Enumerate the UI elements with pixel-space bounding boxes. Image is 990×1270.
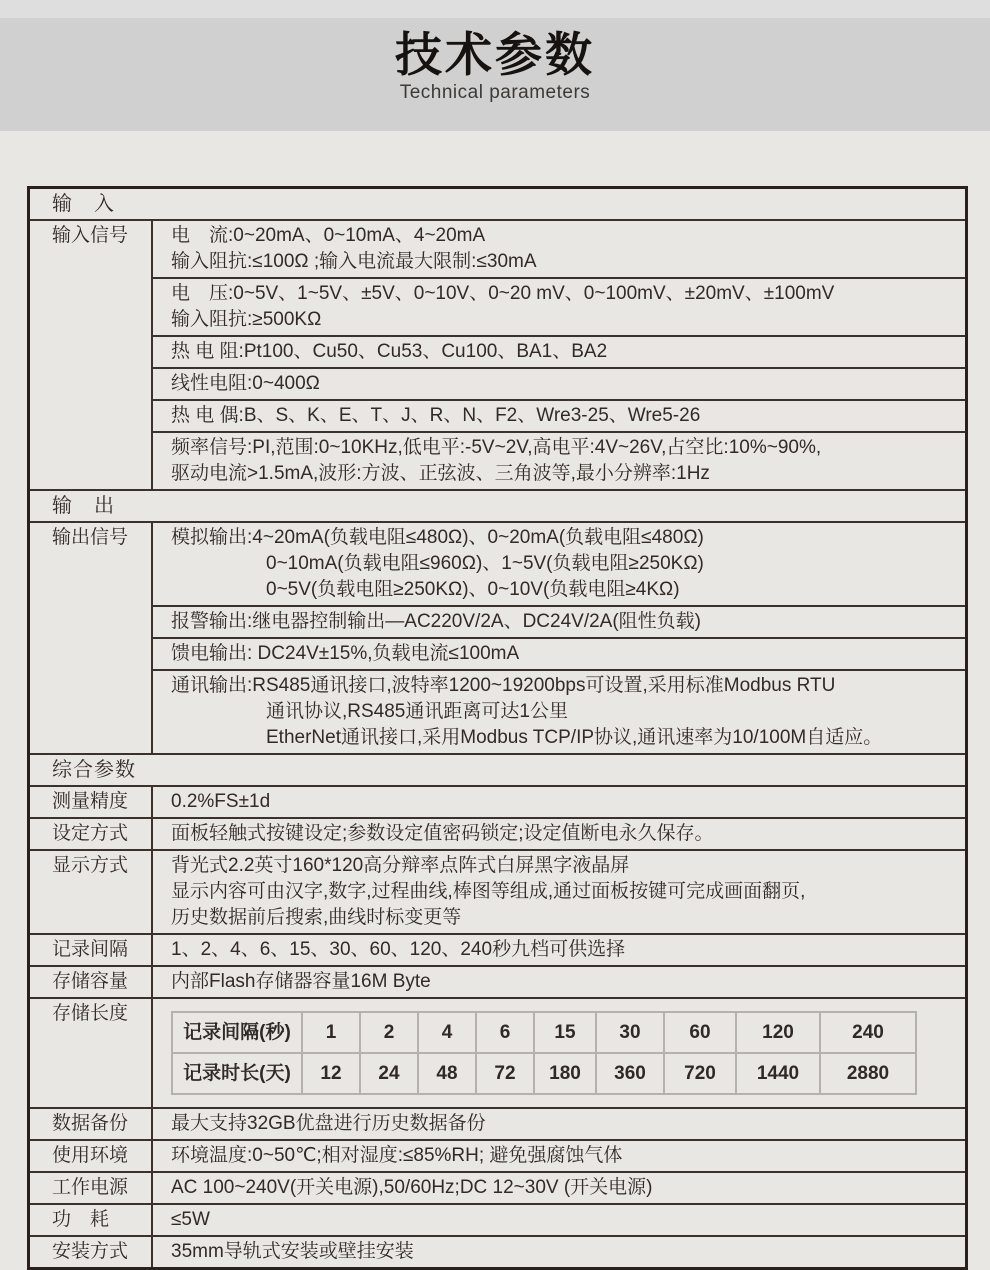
spec-sub-row xyxy=(153,935,965,965)
spec-line: 通讯输出:RS485通讯接口,波特率1200~19200bps可设置,采用标准Modbus RTU xyxy=(171,675,836,696)
spec-row xyxy=(30,787,965,819)
storage-table-cell: 120 xyxy=(736,1012,820,1053)
storage-table-cell: 6 xyxy=(476,1012,534,1053)
spec-row-label: 安装方式 xyxy=(30,1237,153,1267)
section-header-row xyxy=(30,189,965,221)
spec-row-label: 工作电源 xyxy=(30,1173,153,1203)
spec-line: 线性电阻:0~400Ω xyxy=(171,373,320,394)
spec-line: EtherNet通讯接口,采用Modbus TCP/IP协议,通讯速率为10/100M自适应。 xyxy=(266,727,883,748)
spec-sub-row xyxy=(153,279,965,337)
spec-row-content xyxy=(153,1205,965,1235)
spec-line: 馈电输出: DC24V±15%,负载电流≤100mA xyxy=(171,643,520,664)
spec-line: 0.2%FS±1d xyxy=(171,791,271,812)
section-header-row xyxy=(30,491,965,523)
spec-sub-row xyxy=(153,369,965,401)
storage-table-cell: 48 xyxy=(418,1053,476,1094)
storage-table-row xyxy=(172,1053,916,1094)
spec-row xyxy=(30,819,965,851)
section-header-label: 输 出 xyxy=(52,495,115,517)
spec-sub-row xyxy=(153,1173,965,1203)
spec-row-label: 测量精度 xyxy=(30,787,153,817)
spec-sub-row xyxy=(153,1237,965,1267)
storage-table-row-header: 记录时长(天) xyxy=(172,1053,302,1094)
spec-line: 模拟输出:4~20mA(负载电阻≤480Ω)、0~20mA(负载电阻≤480Ω) xyxy=(171,527,704,548)
spec-row-label: 输入信号 xyxy=(30,221,153,489)
page-title: 技术参数 xyxy=(395,28,595,81)
spec-line: 面板轻触式按键设定;参数设定值密码锁定;设定值断电永久保存。 xyxy=(171,823,714,844)
spec-line: 输入阻抗:≤100Ω ;输入电流最大限制:≤30mA xyxy=(171,251,537,272)
storage-table-cell: 240 xyxy=(820,1012,916,1053)
spec-row-content xyxy=(153,999,965,1107)
spec-sub-row xyxy=(153,401,965,433)
spec-sub-row xyxy=(153,607,965,639)
spec-sub-row xyxy=(153,671,965,753)
storage-table-cell: 24 xyxy=(360,1053,418,1094)
spec-row-label: 设定方式 xyxy=(30,819,153,849)
section-header-label: 综合参数 xyxy=(52,759,136,781)
spec-row-content xyxy=(153,523,965,753)
spec-line: 热 电 偶:B、S、K、E、T、J、R、N、F2、Wre3-25、Wre5-26 xyxy=(171,405,701,426)
spec-sub-row xyxy=(153,1205,965,1235)
spec-line: 驱动电流>1.5mA,波形:方波、正弦波、三角波等,最小分辨率:1Hz xyxy=(171,463,710,484)
spec-line: 0~10mA(负载电阻≤960Ω)、1~5V(负载电阻≥250KΩ) xyxy=(266,553,704,574)
spec-row-content xyxy=(153,935,965,965)
section-header-row xyxy=(30,755,965,787)
spec-row-content xyxy=(153,1141,965,1171)
spec-line: ≤5W xyxy=(171,1209,210,1230)
storage-table-cell: 12 xyxy=(302,1053,360,1094)
spec-table xyxy=(27,186,968,1270)
spec-sub-row xyxy=(153,523,965,607)
storage-table-cell: 4 xyxy=(418,1012,476,1053)
spec-line: 0~5V(负载电阻≥250KΩ)、0~10V(负载电阻≥4KΩ) xyxy=(266,579,680,600)
storage-table-row xyxy=(172,1012,916,1053)
spec-row-label: 使用环境 xyxy=(30,1141,153,1171)
spec-row xyxy=(30,1173,965,1205)
page-subtitle: Technical parameters xyxy=(399,81,591,103)
spec-row-content xyxy=(153,221,965,489)
storage-length-table-wrap xyxy=(153,999,965,1107)
spec-row-label: 记录间隔 xyxy=(30,935,153,965)
spec-sub-row xyxy=(153,819,965,849)
spec-line: 显示内容可由汉字,数字,过程曲线,棒图等组成,通过面板按键可完成画面翻页, xyxy=(171,881,806,902)
spec-row-content xyxy=(153,1237,965,1267)
spec-line: 35mm导轨式安装或壁挂安装 xyxy=(171,1241,414,1262)
spec-row xyxy=(30,1141,965,1173)
spec-row-label: 存储容量 xyxy=(30,967,153,997)
spec-row xyxy=(30,999,965,1109)
spec-sub-row xyxy=(153,787,965,817)
storage-table-cell: 360 xyxy=(596,1053,664,1094)
spec-line: 历史数据前后搜索,曲线时标变更等 xyxy=(171,907,462,928)
spec-row xyxy=(30,221,965,491)
spec-sub-row xyxy=(153,221,965,279)
spec-row-label: 显示方式 xyxy=(30,851,153,933)
spec-line: 内部Flash存储器容量16M Byte xyxy=(171,971,431,992)
storage-table-cell: 72 xyxy=(476,1053,534,1094)
spec-sub-row xyxy=(153,337,965,369)
spec-row-content xyxy=(153,967,965,997)
spec-line: 热 电 阻:Pt100、Cu50、Cu53、Cu100、BA1、BA2 xyxy=(171,341,608,362)
spec-sub-row xyxy=(153,639,965,671)
storage-length-table-body xyxy=(172,1012,916,1094)
spec-row xyxy=(30,935,965,967)
spec-row xyxy=(30,523,965,755)
spec-sub-row xyxy=(153,967,965,997)
spec-row-label: 存储长度 xyxy=(30,999,153,1107)
spec-line: 电 流:0~20mA、0~10mA、4~20mA xyxy=(171,225,486,246)
spec-row xyxy=(30,1109,965,1141)
spec-row-content xyxy=(153,1109,965,1139)
spec-row-label: 输出信号 xyxy=(30,523,153,753)
spec-line: 最大支持32GB优盘进行历史数据备份 xyxy=(171,1113,486,1134)
spec-row-label: 功 耗 xyxy=(30,1205,153,1235)
spec-sub-row xyxy=(153,1109,965,1139)
spec-line: 环境温度:0~50℃;相对湿度:≤85%RH; 避免强腐蚀气体 xyxy=(171,1145,623,1166)
spec-sub-row xyxy=(153,851,965,933)
storage-table-row-header: 记录间隔(秒) xyxy=(172,1012,302,1053)
spec-row xyxy=(30,967,965,999)
spec-line: 背光式2.2英寸160*120高分辩率点阵式白屏黑字液晶屏 xyxy=(171,855,630,876)
storage-length-table xyxy=(171,1011,917,1095)
storage-table-cell: 30 xyxy=(596,1012,664,1053)
spec-row xyxy=(30,851,965,935)
spec-row xyxy=(30,1237,965,1267)
spec-row-content xyxy=(153,1173,965,1203)
storage-table-cell: 720 xyxy=(664,1053,736,1094)
storage-table-cell: 180 xyxy=(534,1053,596,1094)
storage-table-cell: 15 xyxy=(534,1012,596,1053)
spec-line: AC 100~240V(开关电源),50/60Hz;DC 12~30V (开关电源) xyxy=(171,1177,653,1198)
spec-line: 频率信号:PI,范围:0~10KHz,低电平:-5V~2V,高电平:4V~26V,占空比:10%~90%, xyxy=(171,437,822,458)
section-header-label: 输 入 xyxy=(52,193,115,215)
spec-sub-row xyxy=(153,1141,965,1171)
spec-row-content xyxy=(153,851,965,933)
storage-table-cell: 60 xyxy=(664,1012,736,1053)
page-header xyxy=(0,0,990,131)
spec-line: 通讯协议,RS485通讯距离可达1公里 xyxy=(266,701,568,722)
spec-row xyxy=(30,1205,965,1237)
spec-sub-row xyxy=(153,433,965,489)
spec-line: 报警输出:继电器控制输出—AC220V/2A、DC24V/2A(阻性负载) xyxy=(171,611,701,632)
spec-row-content xyxy=(153,819,965,849)
header-top-strip xyxy=(0,0,990,18)
storage-table-cell: 1440 xyxy=(736,1053,820,1094)
spec-line: 电 压:0~5V、1~5V、±5V、0~10V、0~20 mV、0~100mV、±20mV、±100mV xyxy=(171,283,835,304)
spec-row-label: 数据备份 xyxy=(30,1109,153,1139)
spec-line: 1、2、4、6、15、30、60、120、240秒九档可供选择 xyxy=(171,939,626,960)
storage-table-cell: 1 xyxy=(302,1012,360,1053)
spec-row-content xyxy=(153,787,965,817)
storage-table-cell: 2 xyxy=(360,1012,418,1053)
storage-table-cell: 2880 xyxy=(820,1053,916,1094)
spec-line: 输入阻抗:≥500KΩ xyxy=(171,309,322,330)
